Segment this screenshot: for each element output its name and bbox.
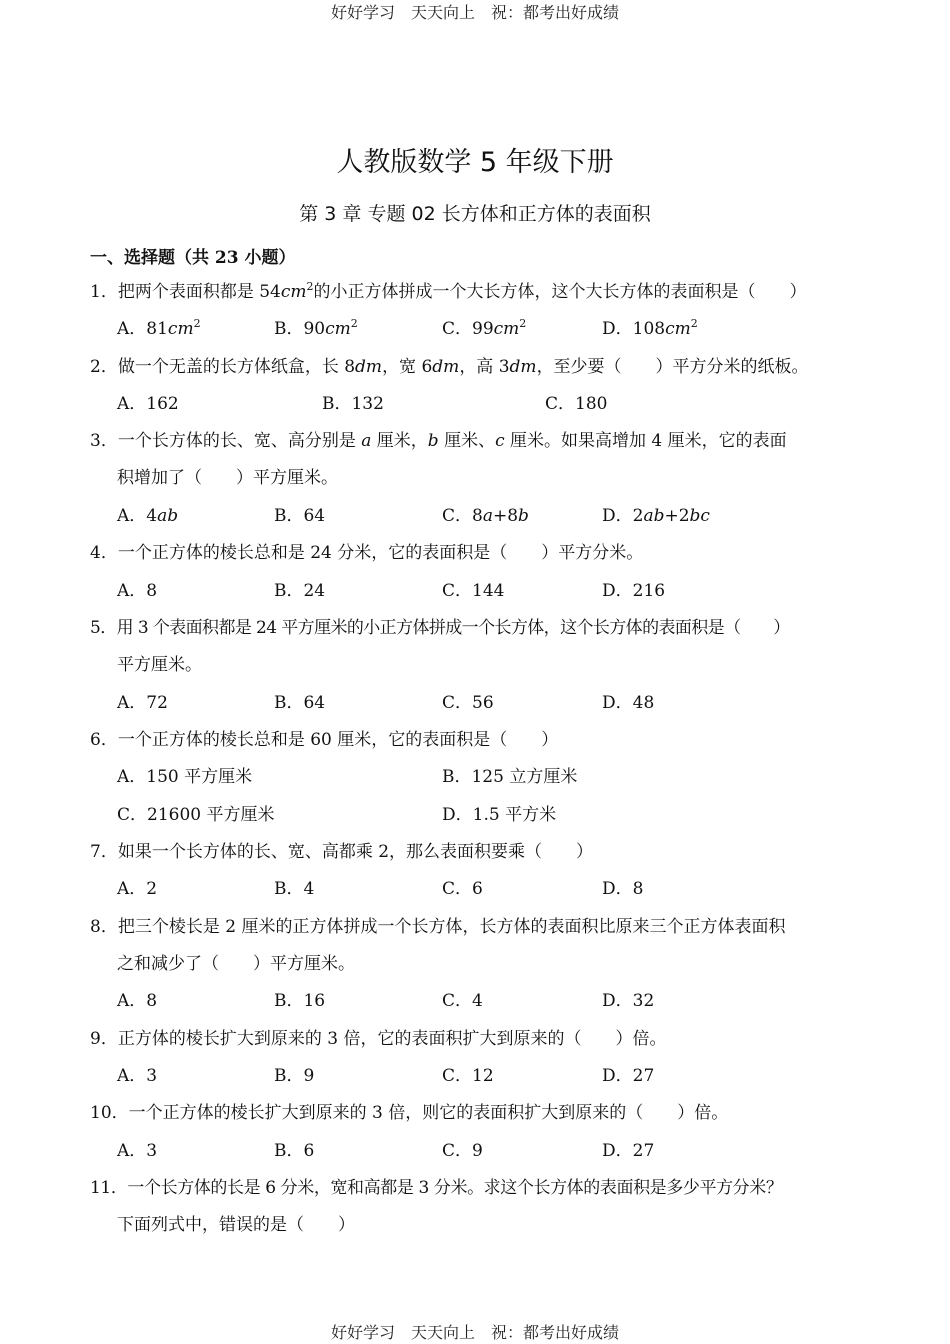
question-7-stem: 7．如果一个长方体的长、宽、高都乘 2，那么表面积要乘（ ） xyxy=(90,842,594,862)
option-b: B．16 xyxy=(274,991,326,1011)
page-header: 好好学习 天天向上 祝：都考出好成绩 xyxy=(330,3,619,22)
option-a: A．72 xyxy=(117,693,168,713)
question-6-options-row1 xyxy=(117,766,877,788)
question-3-stem: 3．一个长方体的长、宽、高分别是 a 厘米，b 厘米、c 厘米。如果高增加 4 厘米，它的表面 xyxy=(90,431,787,451)
option-c: C．$99cm^2$ xyxy=(442,317,527,339)
option-b: B．$90cm^2$ xyxy=(274,317,358,339)
option-d: D．$108cm^2$ xyxy=(602,317,698,339)
option-b: B．64 xyxy=(274,506,326,526)
question-11-stem-cont: 下面列式中，错误的是（ ） xyxy=(117,1215,355,1235)
page-footer: 好好学习 天天向上 祝：都考出好成绩 xyxy=(330,1323,619,1342)
option-a: A．$81cm^2$ xyxy=(117,317,201,339)
option-c: C．8a+8b xyxy=(442,506,529,526)
question-8-stem-cont: 之和减少了（ ）平方厘米。 xyxy=(117,954,355,974)
question-1-options xyxy=(117,318,877,340)
question-11-stem: 11．一个长方体的长是 6 分米，宽和高都是 3 分米。求这个长方体的表面积是多少平方分米？ xyxy=(90,1178,783,1198)
document-title: 人教版数学 5 年级下册 xyxy=(336,147,614,178)
option-a: A．8 xyxy=(117,581,158,601)
question-5-stem-cont: 平方厘米。 xyxy=(117,655,202,675)
question-10-stem: 10．一个正方体的棱长扩大到原来的 3 倍，则它的表面积扩大到原来的（ ）倍。 xyxy=(90,1103,729,1123)
option-a: A．150 平方厘米 xyxy=(117,767,253,787)
option-b: B．4 xyxy=(274,879,315,899)
option-a: A．162 xyxy=(117,394,179,414)
question-6-options-row2 xyxy=(117,804,877,826)
question-2-options xyxy=(117,393,877,415)
question-8-stem: 8．把三个棱长是 2 厘米的正方体拼成一个长方体，长方体的表面积比原来三个正方体表面积 xyxy=(90,917,786,937)
question-6-stem: 6．一个正方体的棱长总和是 60 厘米，它的表面积是（ ） xyxy=(90,730,559,750)
option-c: C．9 xyxy=(442,1141,483,1161)
option-c: C．4 xyxy=(442,991,483,1011)
option-b: B．132 xyxy=(322,394,384,414)
option-d: D．48 xyxy=(602,693,655,713)
option-a: A．4ab xyxy=(117,506,179,526)
option-c: C．6 xyxy=(442,879,483,899)
option-b: B．6 xyxy=(274,1141,315,1161)
option-c: C．180 xyxy=(545,394,608,414)
question-9-options xyxy=(117,1065,877,1087)
document-subtitle: 第 3 章 专题 02 长方体和正方体的表面积 xyxy=(299,203,651,225)
option-a: A．8 xyxy=(117,991,158,1011)
question-3-options xyxy=(117,505,877,527)
question-5-options xyxy=(117,692,877,714)
option-d: D．27 xyxy=(602,1141,655,1161)
option-d: D．32 xyxy=(602,991,655,1011)
question-5-stem: 5．用 3 个表面积都是 24 平方厘米的小正方体拼成一个长方体，这个长方体的表面积是（ ） xyxy=(90,618,790,638)
option-d: D．27 xyxy=(602,1066,655,1086)
option-d: D．216 xyxy=(602,581,666,601)
option-b: B．24 xyxy=(274,581,326,601)
question-2-stem: 2．做一个无盖的长方体纸盒，长 8dm，宽 6dm，高 3dm，至少要（ ）平方分米的纸板。 xyxy=(90,357,809,377)
option-a: A．3 xyxy=(117,1066,158,1086)
option-c: C．56 xyxy=(442,693,494,713)
question-3-stem-cont: 积增加了（ ）平方厘米。 xyxy=(117,468,338,488)
option-c: C．12 xyxy=(442,1066,494,1086)
option-a: A．2 xyxy=(117,879,158,899)
question-1-stem: 1．把两个表面积都是 $54cm^2$的小正方体拼成一个大长方体，这个大长方体的表面积是（ ） xyxy=(90,280,807,302)
question-10-options xyxy=(117,1140,877,1162)
section-heading: 一、选择题（共 23 小题） xyxy=(90,248,296,268)
option-b: B．9 xyxy=(274,1066,315,1086)
question-7-options xyxy=(117,878,877,900)
question-9-stem: 9．正方体的棱长扩大到原来的 3 倍，它的表面积扩大到原来的（ ）倍。 xyxy=(90,1029,667,1049)
option-b: B．125 立方厘米 xyxy=(442,767,578,787)
question-4-stem: 4．一个正方体的棱长总和是 24 分米，它的表面积是（ ）平方分米。 xyxy=(90,543,644,563)
option-c: C．21600 平方厘米 xyxy=(117,805,275,825)
question-4-options xyxy=(117,580,877,602)
option-d: D．8 xyxy=(602,879,644,899)
option-d: D．2ab+2bc xyxy=(602,506,710,526)
option-b: B．64 xyxy=(274,693,326,713)
option-a: A．3 xyxy=(117,1141,158,1161)
question-8-options xyxy=(117,990,877,1012)
option-d: D．1.5 平方米 xyxy=(442,805,557,825)
option-c: C．144 xyxy=(442,581,505,601)
